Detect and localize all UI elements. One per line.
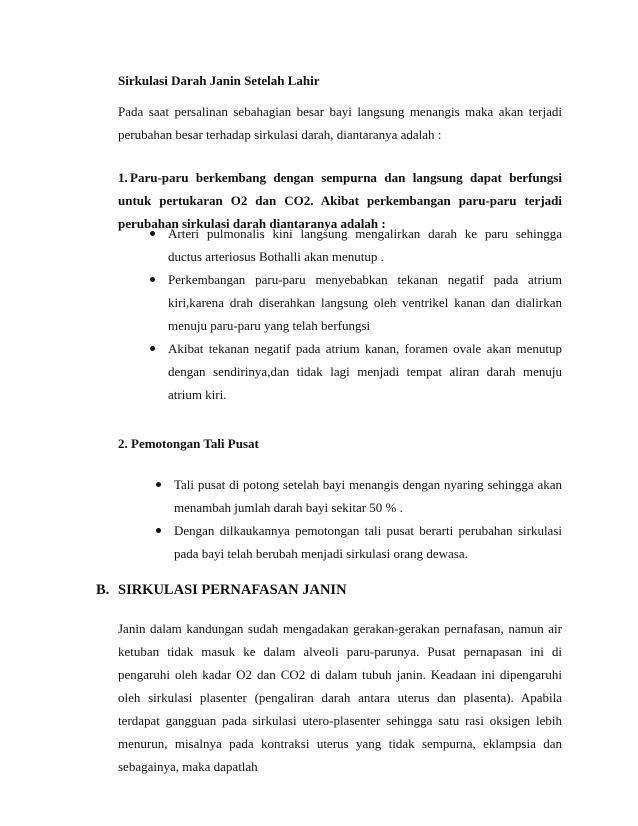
item-number: 1.: [118, 170, 128, 185]
section-title: SIRKULASI PERNAFASAN JANIN: [118, 582, 347, 598]
bullet-list-1: [148, 222, 562, 406]
bullet-icon: [150, 231, 155, 236]
section-b-heading: [96, 582, 347, 599]
intro-paragraph: Pada saat persalinan sebahagian besar bayi langsung menangis maka akan terjadi perubahan besar terhadap sirkulasi darah, diantaranya adalah :: [118, 104, 562, 142]
bullet-list-2: [154, 473, 562, 565]
numbered-item-2-label: 2. Pemotongan Tali Pusat: [118, 436, 259, 451]
bullet-icon: [156, 482, 161, 487]
list-item: [148, 337, 562, 406]
bullet-icon: [150, 346, 155, 351]
bullet-icon: [156, 528, 161, 533]
list-item: [148, 222, 562, 268]
list-item-text: Dengan dilkaukannya pemotongan tali pusat berarti perubahan sirkulasi pada bayi telah berubah menjadi sirkulasi orang dewasa.: [174, 523, 562, 561]
list-item: [154, 519, 562, 565]
bullet-icon: [150, 277, 155, 282]
section-heading: Sirkulasi Darah Janin Setelah Lahir: [118, 73, 320, 88]
list-item: [148, 268, 562, 337]
item-text: Paru-paru berkembang dengan sempurna dan langsung dapat berfungsi untuk pertukaran O2 dan CO2. Akibat perkembangan paru-paru terjadi perubahan sirkulasi darah diantaranya adalah :: [118, 170, 562, 231]
list-item-text: Tali pusat di potong setelah bayi menangis dengan nyaring sehingga akan menambah jumlah darah bayi sekitar 50 % .: [174, 477, 562, 515]
list-item-text: Akibat tekanan negatif pada atrium kanan, foramen ovale akan menutup dengan sendirinya,dan tidak lagi menjadi tempat aliran darah menuju atrium kiri.: [168, 341, 562, 402]
list-item-text: Arteri pulmonalis kini langsung mengalirkan darah ke paru sehingga ductus arteriosus Bothalli akan menutup .: [168, 226, 562, 264]
section-b-paragraph: Janin dalam kandungan sudah mengadakan gerakan-gerakan pernafasan, namun air ketuban tidak masuk ke dalam alveoli paru-parunya. Pusat pernapasan ini di pengaruhi oleh kadar O2 dan CO2 di dalam tubuh janin. Keadaan ini dipengaruhi oleh sirkulasi plasenter (pengaliran darah antara uterus dan plasenta). Apabila terdapat gangguan pada sirkulasi utero-plasenter sehingga satu rasi oksigen lebih menurun, misalnya pada kontraksi uterus yang tidak sempurna, eklampsia dan sebagainya, maka dapatlah: [118, 621, 562, 774]
list-item-text: Perkembangan paru-paru menyebabkan tekanan negatif pada atrium kiri,karena drah diserahkan langsung oleh ventrikel kanan dan dialirkan menuju paru-paru yang telah berfungsi: [168, 272, 562, 333]
list-item: [154, 473, 562, 519]
section-letter: B.: [96, 582, 110, 598]
